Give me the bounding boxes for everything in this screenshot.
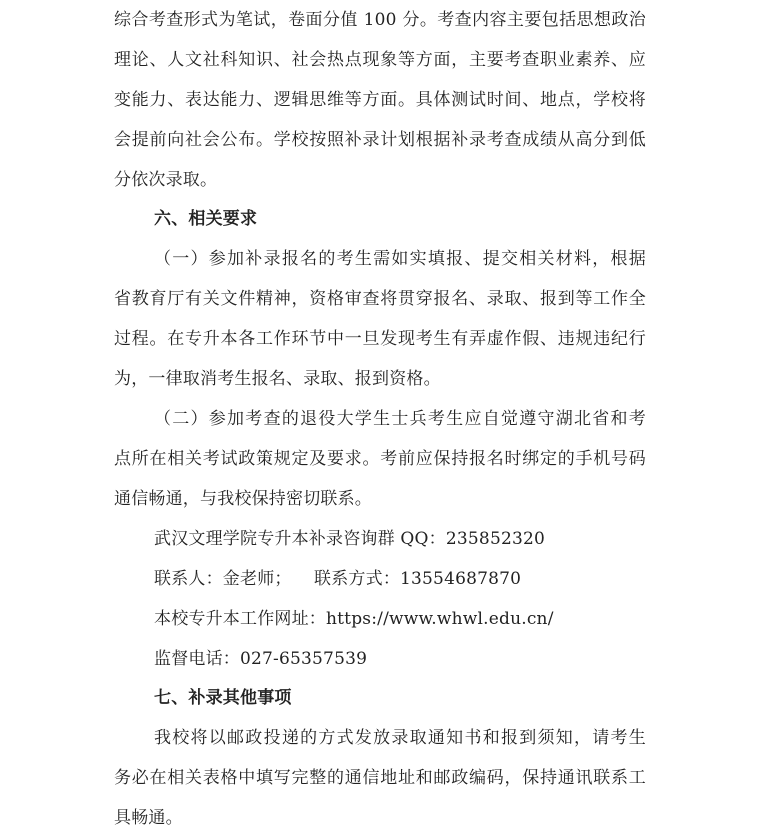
- paragraph-line: 为，一律取消考生报名、录取、报到资格。: [114, 369, 441, 389]
- paragraph-line: 我校将以邮政投递的方式发放录取通知书和报到须知，请考生: [154, 728, 646, 748]
- paragraph-line: 省教育厅有关文件精神，资格审查将贯穿报名、录取、报到等工作全: [114, 289, 646, 309]
- paragraph-line: 通信畅通，与我校保持密切联系。: [114, 489, 372, 509]
- paragraph-line: 点所在相关考试政策规定及要求。考前应保持报名时绑定的手机号码: [114, 449, 646, 469]
- website-line: 本校专升本工作网址：https://www.whwl.edu.cn/: [154, 609, 554, 629]
- paragraph-line: 务必在相关表格中填写完整的通信地址和邮政编码，保持通讯联系工: [114, 768, 646, 788]
- supervision-phone-line: 监督电话：027-65357539: [154, 649, 368, 669]
- paragraph-line: 理论、人文社科知识、社会热点现象等方面，主要考查职业素养、应: [114, 50, 646, 70]
- paragraph-line: 变能力、表达能力、逻辑思维等方面。具体测试时间、地点，学校将: [114, 90, 646, 110]
- paragraph-line: 会提前向社会公布。学校按照补录计划根据补录考查成绩从高分到低: [114, 130, 646, 150]
- paragraph-line: 分依次录取。: [114, 170, 218, 190]
- paragraph-line: （二）参加考查的退役大学生士兵考生应自觉遵守湖北省和考: [154, 409, 646, 429]
- section-heading: 七、补录其他事项: [154, 688, 292, 708]
- qq-group-line: 武汉文理学院专升本补录咨询群 QQ：235852320: [154, 529, 546, 549]
- section-heading: 六、相关要求: [154, 209, 258, 229]
- contact-line: 联系人：金老师； 联系方式：13554687870: [154, 569, 522, 589]
- paragraph-line: 综合考查形式为笔试，卷面分值 100 分。考查内容主要包括思想政治: [114, 10, 646, 30]
- paragraph-line: 过程。在专升本各工作环节中一旦发现考生有弄虚作假、违规违纪行: [114, 329, 646, 349]
- paragraph-line: （一）参加补录报名的考生需如实填报、提交相关材料，根据: [154, 249, 646, 269]
- paragraph-line: 具畅通。: [114, 808, 183, 828]
